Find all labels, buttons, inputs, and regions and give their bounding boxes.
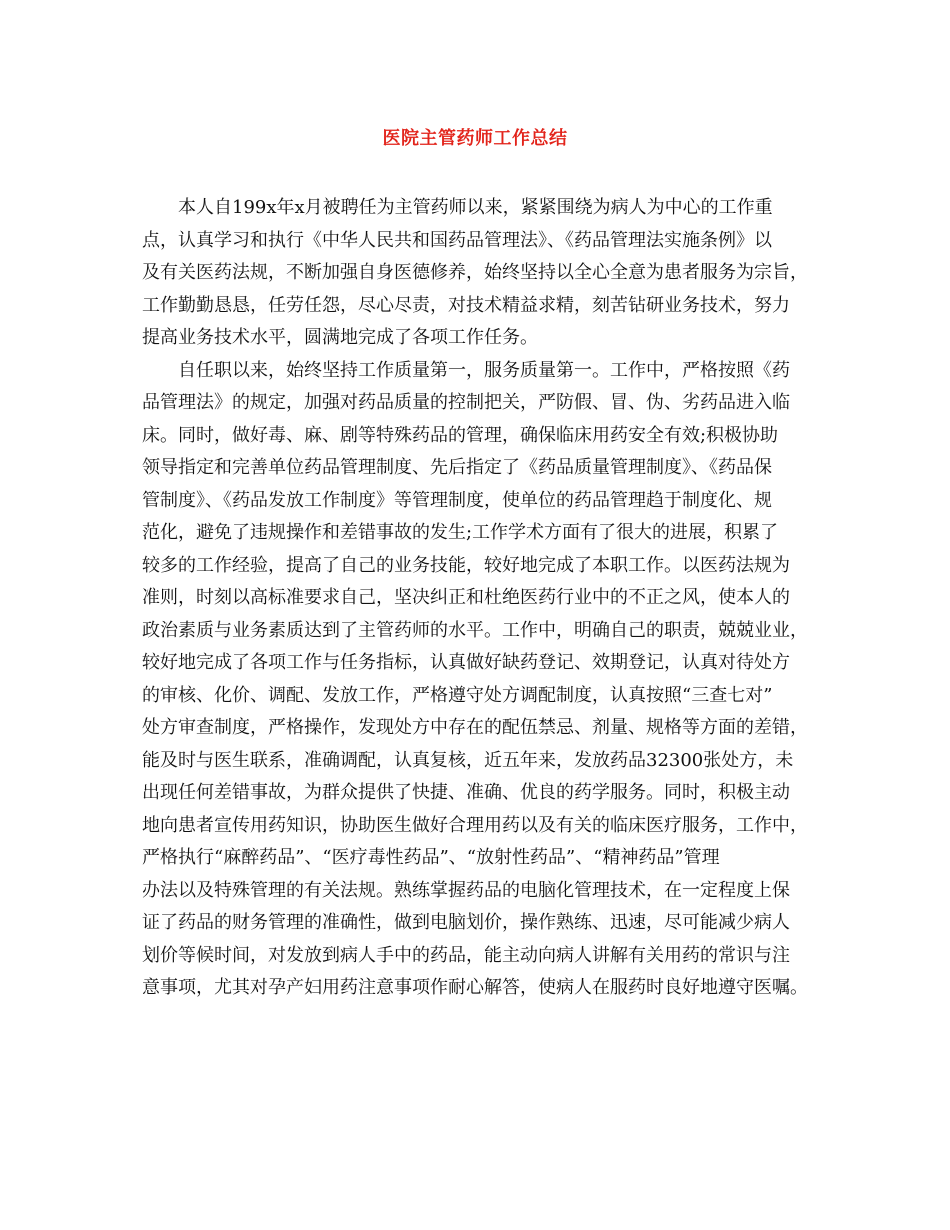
paragraph-line: 较多的工作经验，提高了自己的业务技能，较好地完成了本职工作。以医药法规为 bbox=[142, 554, 790, 576]
paragraph-line: 准则，时刻以高标准要求自己，坚决纠正和杜绝医药行业中的不正之风，使本人的 bbox=[142, 587, 790, 608]
paragraph-line: 及有关医药法规，不断加强自身医德修养，始终坚持以全心全意为患者服务为宗旨， bbox=[142, 262, 808, 283]
paragraph-line: 管制度》、《药品发放工作制度》等管理制度，使单位的药品管理趋于制度化、规 bbox=[142, 489, 772, 511]
paragraph-line: 划价等候时间，对发放到病人手中的药品，能主动向病人讲解有关用药的常识与注 bbox=[142, 944, 790, 966]
paragraph-line: 地向患者宣传用药知识，协助医生做好合理用药以及有关的临床医疗服务，工作中， bbox=[142, 814, 808, 836]
paragraph-line: 办法以及特殊管理的有关法规。熟练掌握药品的电脑化管理技术，在一定程度上保 bbox=[142, 879, 790, 901]
paragraph-line: 本人自199x年x月被聘任为主管药师以来，紧紧围绕为病人为中心的工作重 bbox=[178, 197, 773, 218]
paragraph-line: 证了药品的财务管理的准确性，做到电脑划价，操作熟练、迅速，尽可能减少病人 bbox=[142, 912, 790, 933]
paragraph-line: 意事项，尤其对孕产妇用药注意事项作耐心解答，使病人在服药时良好地遵守医嘱。 bbox=[142, 977, 808, 998]
paragraph-line: 品管理法》的规定，加强对药品质量的控制把关，严防假、冒、伪、劣药品进入临 bbox=[142, 392, 790, 413]
paragraph-line: 点，认真学习和执行《中华人民共和国药品管理法》、《药品管理法实施条例》以 bbox=[142, 229, 772, 251]
paragraph-1 bbox=[142, 192, 822, 355]
paragraph-line: 工作勤勤恳恳，任劳任怨，尽心尽责，对技术精益求精，刻苦钻研业务技术，努力 bbox=[142, 294, 790, 316]
paragraph-line: 出现任何差错事故，为群众提供了快捷、准确、优良的药学服务。同时，积极主动 bbox=[142, 782, 790, 803]
document-title: 医院主管药师工作总结 bbox=[382, 128, 568, 149]
paragraph-line: 严格执行“麻醉药品”、“医疗毒性药品”、“放射性药品”、“精神药品”管理 bbox=[142, 847, 720, 868]
paragraph-line: 领导指定和完善单位药品管理制度、先后指定了《药品质量管理制度》、《药品保 bbox=[142, 457, 772, 478]
paragraph-line: 处方审查制度，严格操作，发现处方中存在的配伍禁忌、剂量、规格等方面的差错， bbox=[142, 717, 808, 738]
paragraph-line: 提高业务技术水平，圆满地完成了各项工作任务。 bbox=[142, 327, 538, 348]
paragraph-line: 的审核、化价、调配、发放工作，严格遵守处方调配制度，认真按照“三查七对” bbox=[142, 684, 773, 706]
paragraph-2 bbox=[142, 355, 822, 1005]
paragraph-line: 自任职以来，始终坚持工作质量第一，服务质量第一。工作中，严格按照《药 bbox=[178, 359, 790, 381]
document-body bbox=[142, 192, 822, 1005]
paragraph-line: 范化，避免了违规操作和差错事故的发生;工作学术方面有了很大的进展，积累了 bbox=[142, 522, 779, 543]
paragraph-line: 较好地完成了各项工作与任务指标，认真做好缺药登记、效期登记，认真对待处方 bbox=[142, 652, 790, 673]
paragraph-line: 能及时与医生联系，准确调配，认真复核，近五年来，发放药品32300张处方，未 bbox=[142, 749, 794, 771]
paragraph-line: 床。同时，做好毒、麻、剧等特殊药品的管理，确保临床用药安全有效;积极协助 bbox=[142, 424, 779, 446]
paragraph-line: 政治素质与业务素质达到了主管药师的水平。工作中，明确自己的职责，兢兢业业， bbox=[142, 619, 808, 641]
